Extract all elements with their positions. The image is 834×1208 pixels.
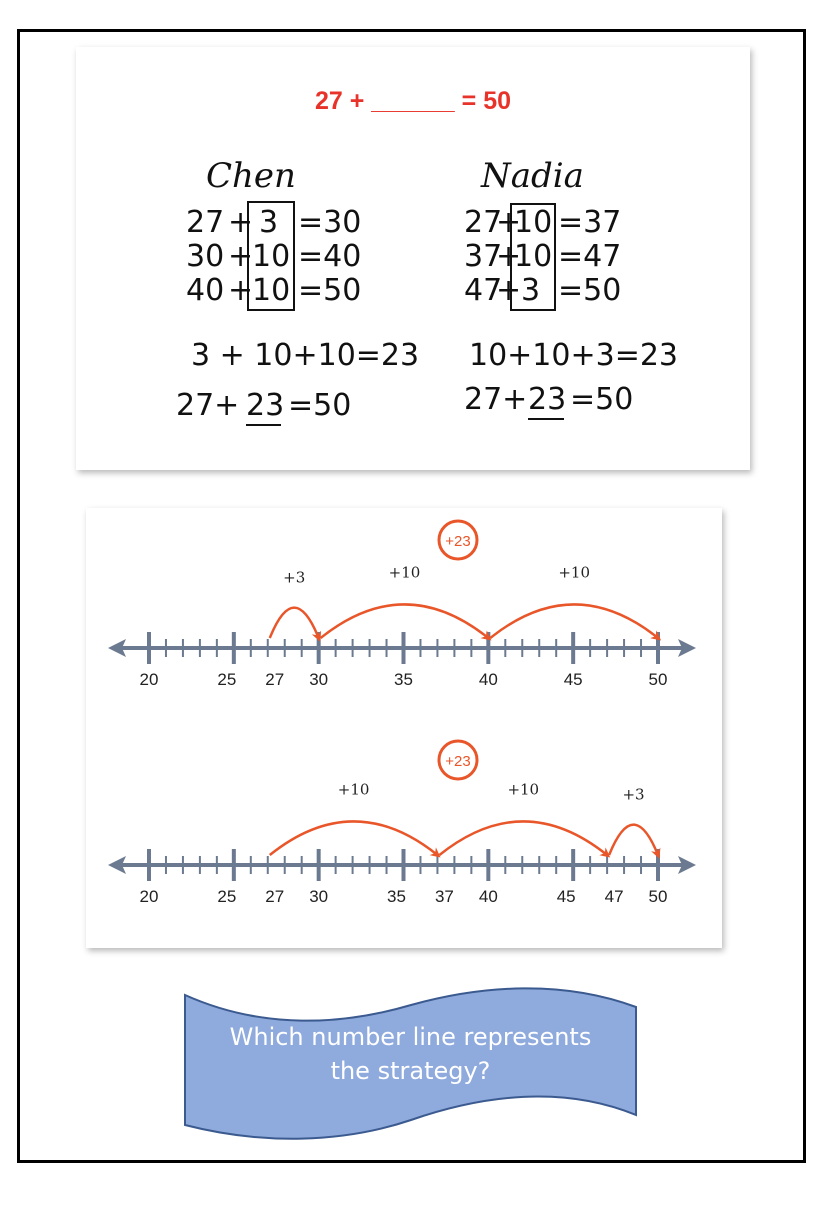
- handwriting-svg: [76, 47, 750, 470]
- nadia-step-1-op: +: [496, 205, 522, 240]
- nadia-step-2-op: +: [496, 239, 522, 274]
- chen-step-1-start: 27: [186, 205, 225, 240]
- problem-left: 27 +: [314, 87, 365, 115]
- nadia-step-3-op: +: [496, 273, 522, 308]
- chen-step-3-add: 10: [252, 273, 291, 308]
- nadia-step-2-add: 10: [514, 239, 553, 274]
- nl1-tick-label-35: 35: [394, 670, 413, 689]
- nl1-tick-label-25: 25: [217, 670, 237, 689]
- nadia-step-1-add: 10: [514, 205, 553, 240]
- nadia-final-result: =50: [570, 382, 634, 417]
- chen-final-start: 27+: [176, 388, 240, 423]
- nl2-jump-label-1: +10: [337, 780, 370, 799]
- nl2-total-label: +23: [445, 753, 471, 770]
- nl2-tick-label-50: 50: [648, 887, 668, 906]
- chen-step-2-result: =40: [298, 239, 362, 274]
- chen-step-2-start: 30: [186, 239, 225, 274]
- nl2-tick-label-27: 27: [265, 887, 285, 906]
- nl2-tick-label-40: 40: [478, 887, 498, 906]
- chen-final-result: =50: [288, 388, 352, 423]
- nl1-tick-label-45: 45: [563, 670, 583, 689]
- chen-step-1-op: +: [228, 205, 254, 240]
- nl2-tick-label-25: 25: [217, 887, 237, 906]
- nl1-total-label: +23: [445, 533, 471, 550]
- chen-step-2-add: 10: [252, 239, 291, 274]
- number-line-1: [108, 521, 696, 689]
- chen-step-3-start: 40: [186, 273, 225, 308]
- chen-steps: [186, 202, 361, 310]
- nl2-tick-label-30: 30: [309, 887, 329, 906]
- nadia-step-3-add: 3: [521, 273, 541, 308]
- nadia-final-answer: 23: [528, 382, 567, 417]
- chen-step-3-result: =50: [298, 273, 362, 308]
- nl1-jump-label-3: +10: [558, 563, 590, 582]
- chen-step-1-add: 3: [259, 205, 279, 240]
- student-work-card: [76, 47, 750, 470]
- nadia-step-1-result: =37: [558, 205, 622, 240]
- question-line-2: the strategy?: [330, 1057, 491, 1085]
- number-lines-card: [86, 508, 722, 948]
- chen-final-answer: 23: [246, 388, 285, 423]
- nadia-step-2-result: =47: [558, 239, 622, 274]
- chen-step-2-op: +: [228, 239, 254, 274]
- nadia-steps: [464, 204, 621, 310]
- nl2-jump-arc-1: [270, 821, 438, 855]
- nl2-jump-label-2: +10: [507, 780, 540, 799]
- nl1-tick-label-30: 30: [309, 670, 329, 689]
- nl2-tick-label-47: 47: [604, 887, 624, 906]
- nl1-tick-label-40: 40: [478, 670, 498, 689]
- nl2-tick-label-20: 20: [139, 887, 159, 906]
- nl2-tick-label-45: 45: [556, 887, 576, 906]
- nadia-name: Nadia: [481, 156, 584, 196]
- problem-blank: ______: [371, 87, 455, 115]
- question-text: [183, 1020, 638, 1088]
- chen-step-1-result: =30: [298, 205, 362, 240]
- chen-name: Chen: [206, 156, 296, 196]
- number-lines-svg: [86, 508, 722, 948]
- nl1-tick-label-50: 50: [648, 670, 668, 689]
- nl1-jump-arc-1: [270, 608, 319, 638]
- chen-sum-line: 3 + 10+10=23: [191, 338, 420, 373]
- number-line-2: [108, 741, 696, 906]
- nl2-tick-label-35: 35: [387, 887, 406, 906]
- nadia-step-2-start: 37: [464, 239, 503, 274]
- nl1-jump-label-2: +10: [388, 563, 421, 582]
- nl2-jump-arc-2: [439, 821, 607, 855]
- problem-right: = 50: [461, 87, 512, 115]
- nl2-jump-label-3: +3: [622, 785, 645, 804]
- nadia-step-3-result: =50: [558, 273, 622, 308]
- nl2-jump-arc-3: [609, 825, 658, 855]
- nl1-jump-label-1: +3: [283, 568, 306, 587]
- nl1-tick-label-20: 20: [139, 670, 159, 689]
- nl1-tick-label-27: 27: [265, 670, 285, 689]
- question-line-1: Which number line represents: [229, 1023, 592, 1051]
- nadia-sum-line: 10+10+3=23: [469, 338, 679, 373]
- nadia-step-3-start: 47: [464, 273, 503, 308]
- chen-step-3-op: +: [228, 273, 254, 308]
- nadia-final-start: 27+: [464, 382, 528, 417]
- nadia-step-1-start: 27: [464, 205, 503, 240]
- nl2-tick-label-37: 37: [434, 887, 454, 906]
